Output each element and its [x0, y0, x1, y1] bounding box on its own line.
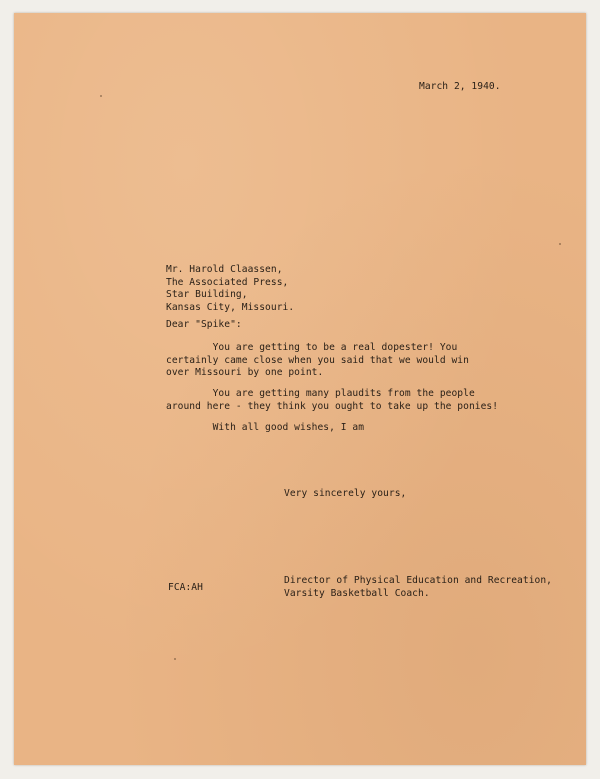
paper-fleck — [174, 658, 176, 660]
address-line: Mr. Harold Claassen, — [166, 264, 283, 275]
signature-block — [284, 575, 552, 600]
address-line: Kansas City, Missouri. — [166, 301, 295, 313]
recipient-address — [166, 264, 294, 314]
body-line: You are getting to be a real dopester! You — [166, 342, 458, 353]
body-line: over Missouri by one point. — [166, 367, 324, 379]
salutation: Dear "Spike": — [166, 319, 242, 330]
body-line: With all good wishes, I am — [166, 422, 365, 433]
paper-fleck — [559, 243, 561, 245]
paper-fleck — [100, 95, 102, 97]
reference-initials: FCA:AH — [168, 582, 203, 593]
address-line: The Associated Press, — [166, 276, 289, 288]
letter-paper — [14, 13, 586, 765]
body-line: You are getting many plaudits from the people — [166, 388, 475, 399]
complimentary-close: Very sincerely yours, — [284, 488, 407, 499]
body-line: around here - they think you ought to take up the ponies! — [166, 400, 499, 412]
body-paragraph-1 — [166, 342, 469, 380]
signature-line: Varsity Basketball Coach. — [284, 587, 430, 599]
body-line: certainly came close when you said that we would win — [166, 354, 469, 366]
signature-line: Director of Physical Education and Recreation, — [284, 575, 552, 586]
address-line: Star Building, — [166, 289, 248, 301]
body-paragraph-3 — [166, 422, 364, 435]
body-paragraph-2 — [166, 388, 498, 413]
letter-date: March 2, 1940. — [419, 81, 501, 92]
